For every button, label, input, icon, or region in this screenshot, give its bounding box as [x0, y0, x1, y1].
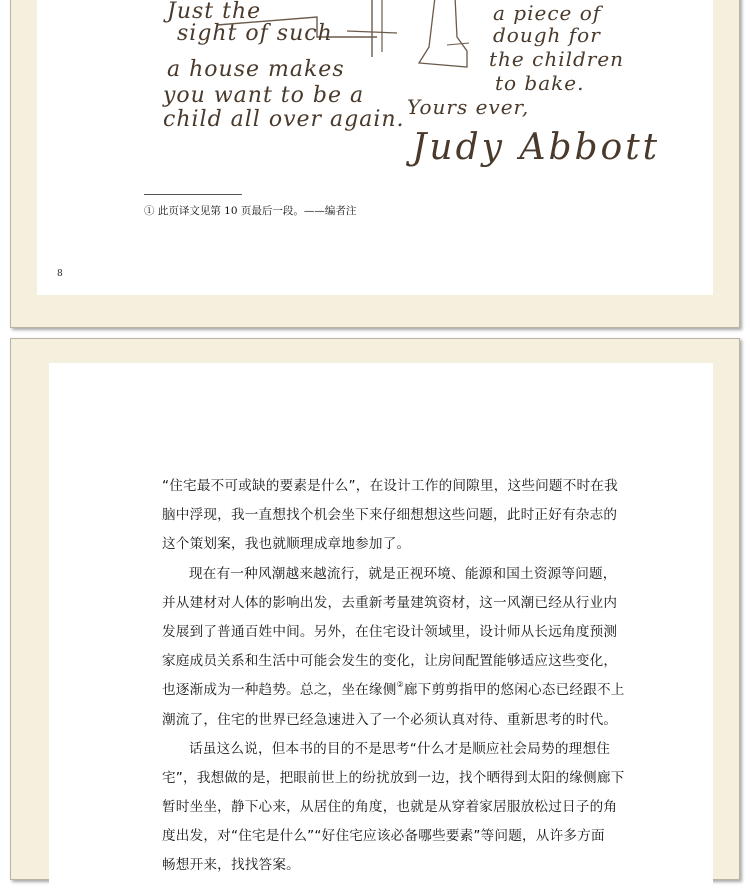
text-line: 度出发，对“住宅是什么”“好住宅应该必备哪些要素”等问题，从许多方面	[162, 828, 605, 845]
text-line: 宅”，我想做的是，把眼前世上的纷扰放到一边，找个晒得到太阳的缘侧廊下	[162, 769, 625, 786]
text-segment: 也逐渐成为一种趋势。总之，坐在缘侧	[162, 682, 397, 699]
text-line: 暂时坐坐，静下心来，从居住的角度，也就是从穿着家居服放松过日子的角	[162, 799, 618, 816]
hand-line-4: you want to be a	[163, 83, 365, 108]
text-line: 家庭成员关系和生活中可能会发生的变化，让房间配置能够适应这些变化，	[162, 653, 618, 670]
text-line: 潮流了，住宅的世界已经急速进入了一个必须认真对待、重新思考的时代。	[162, 711, 618, 728]
footnote-divider	[144, 194, 242, 195]
footnote-ref[interactable]: ②	[396, 680, 404, 690]
text-line: 话虽这么说，但本书的目的不是思考“什么才是顺应社会局势的理想住	[189, 740, 611, 757]
footnote: ① 此页译文见第 10 页最后一段。——编者注	[144, 205, 357, 217]
text-line: 现在有一种风潮越来越流行，就是正视环境、能源和国土资源等问题，	[189, 565, 617, 582]
text-line-with-ref	[162, 676, 625, 705]
text-line: 脑中浮现，我一直想找个机会坐下来仔细想想这些问题，此时正好有杂志的	[162, 507, 618, 524]
hand-right-3: the children	[489, 47, 625, 71]
hand-right-2: dough for	[493, 23, 601, 47]
hand-closing: Yours ever,	[407, 95, 530, 119]
text-line: 畅想开来，找找答案。	[162, 857, 300, 874]
hand-right-4: to bake.	[495, 71, 585, 95]
hand-right-1: a piece of	[493, 1, 602, 25]
text-segment: 廊下剪剪指甲的悠闲心态已经跟不上	[403, 682, 625, 699]
text-line: 发展到了普通百姓中间。另外，在住宅设计领域里，设计师从长远角度预测	[162, 623, 618, 640]
text-line: 并从建材对人体的影响出发，去重新考量建筑资材，这一风潮已经从行业内	[162, 594, 618, 611]
body-text	[162, 472, 625, 881]
hand-line-5: child all over again.	[163, 107, 405, 132]
hand-signature: Judy Abbott	[412, 127, 661, 168]
page-number: 8	[57, 269, 63, 279]
hand-line-3: a house makes	[167, 57, 345, 82]
handwritten-illustration	[163, 0, 661, 177]
text-line: 这个策划案，我也就顺理成章地参加了。	[162, 536, 411, 553]
hand-line-2: sight of such	[177, 21, 333, 46]
page-frame-top	[10, 0, 740, 328]
text-line: “住宅最不可或缺的要素是什么”，在设计工作的间隙里，这些问题不时在我	[162, 478, 618, 494]
hand-line-1: Just the	[167, 0, 262, 24]
page-top	[37, 0, 713, 295]
